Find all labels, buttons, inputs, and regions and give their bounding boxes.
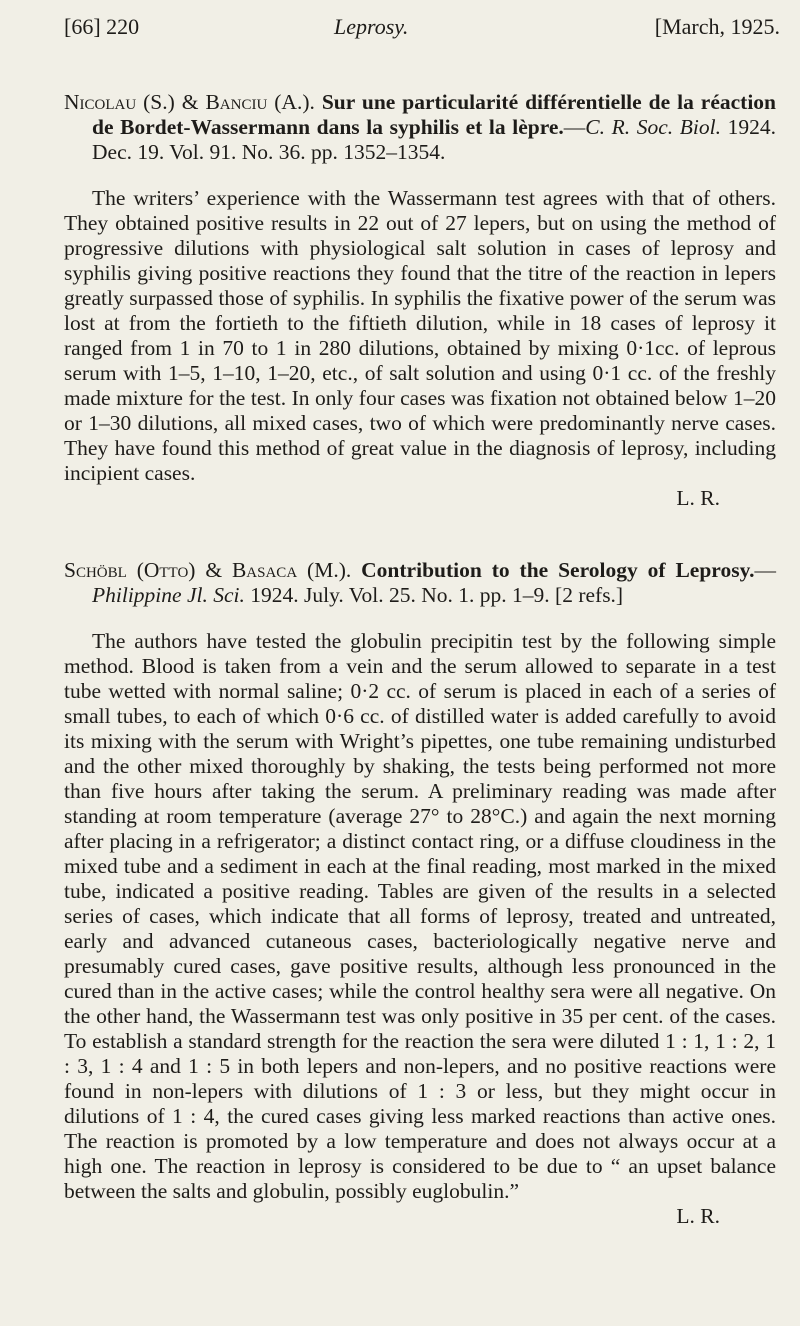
citation-journal: C. R. Soc. Biol.: [585, 115, 721, 139]
issue-date: [March, 1925.: [654, 14, 780, 39]
abstract-body: The writers’ experience with the Wassermann test agrees with that of others. They obtained positive results in 22 out of 27 lepers, but on using the method of progressive dilutions with physiological salt solution in cases of leprosy and syphilis giving positive reactions they found that the titre of the reaction in lepers greatly surpassed those of syphilis. In syphilis the fixative power of the serum was lost at from the fortieth to the fiftieth dilution, while in 18 cases of leprosy it ranged from 1 in 70 to 1 in 280 dilutions, obtained by mixing 0·1cc. of leprous serum with 1–5, 1–10, 1–20, etc., of salt solution and using 0·1 cc. of the freshly made mixture for the test. In only four cases was fixation not obtained below 1–20 or 1–30 dilutions, all mixed cases, two of which were predominantly nerve cases. They have found this method of great value in the diagnosis of leprosy, including incipient cases.: [64, 186, 776, 485]
citation-title: Contribution to the Serology of Leprosy.: [361, 558, 755, 582]
citation: [64, 558, 776, 608]
page-header: [64, 14, 780, 48]
citation-title: Sur une particularité différentielle de la réaction de Bordet-Wassermann dans la syphilis et la lèpre.: [92, 90, 777, 139]
citation-dash: —: [754, 558, 777, 582]
abstract-body: The authors have tested the globulin precipitin test by the following simple method. Blood is taken from a vein and the serum allowed to separate in a test tube wetted with normal saline; 0·2 cc. of serum is placed in each of a series of small tubes, to each of which 0·6 cc. of distilled water is added carefully to avoid its mixing with the serum with Wright’s pipettes, one tube remaining undisturbed and the other mixed thoroughly by shaking, the tests being performed not more than five hours after taking the serum. A preliminary reading was made after standing at room temperature (average 27° to 28°C.) and again the next morning after placing in a refrigerator; a distinct contact ring, or a diffuse cloudiness in the mixed tube and a sediment in each at the final reading, most marked in the mixed tube, indicated a positive reading. Tables are given of the results in a selected series of cases, which indicate that all forms of leprosy, treated and untreated, early and advanced cutaneous cases, bacteriologically negative nerve and presumably cured cases, gave positive results, although less pronounced in the cured than in the active cases; while the control healthy sera were all negative. On the other hand, the Wassermann test was only positive in 35 per cent. of the cases. To establish a standard strength for the reaction the sera were diluted 1 : 1, 1 : 2, 1 : 3, 1 : 4 and 1 : 5 in both lepers and non-lepers, and no positive reactions were found in non-lepers with dilutions of 1 : 3 or less, but they might occur in dilutions of 1 : 4, the cured cases giving less marked reactions than active ones. The reaction is promoted by a low temperature and does not always occur at a high one. The reaction in leprosy is considered to be due to “ an upset balance between the salts and globulin, possibly euglobulin.”: [64, 629, 776, 1203]
abstract-entry: [64, 558, 776, 1229]
citation-journal: Philippine Jl. Sci.: [92, 583, 245, 607]
citation-details: 1924. Dec. 19. Vol. 91. No. 36. pp. 1352–1354.: [92, 115, 776, 164]
reviewer-signature: L. R.: [676, 1204, 720, 1228]
citation-authors: Schöbl (Otto) & Basaca (M.).: [64, 558, 352, 582]
citation-details: 1924. July. Vol. 25. No. 1. pp. 1–9. [2 refs.]: [250, 583, 624, 607]
citation: [64, 90, 776, 165]
page-number: [66] 220: [64, 14, 140, 39]
citation-authors: Nicolau (S.) & Banciu (A.).: [64, 90, 315, 114]
reviewer-signature: L. R.: [676, 486, 720, 510]
abstract-entry: [64, 90, 776, 511]
running-title: Leprosy.: [334, 14, 409, 39]
citation-dash: —: [563, 115, 586, 139]
